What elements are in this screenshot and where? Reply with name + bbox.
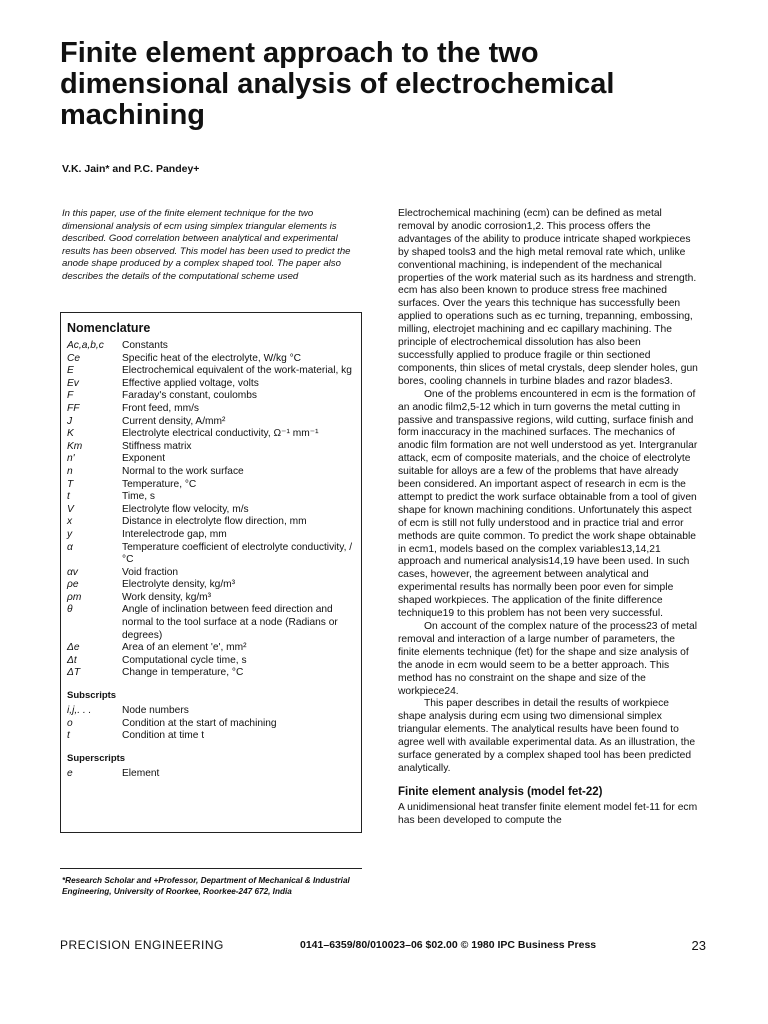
nomenclature-row <box>67 365 355 378</box>
symbol: E <box>67 365 74 377</box>
citation-line: 0141–6359/80/010023–06 $02.00 © 1980 IPC Business Press <box>300 939 597 951</box>
nomenclature-row <box>67 768 355 781</box>
nomenclature-row <box>67 466 355 479</box>
paragraph-problems: One of the problems encountered in ecm is the formation of an anodic film2,5-12 which in turn governs the metal cutting in passive and transpassive regions, wild cutting, surface finish and form inaccuracy in the machined surfaces. The mechanics of anodic film formation are not well understood as yet. Intergranular attack, ecm of composite materials, and the choice of electrolyte suitable for alloys are a few of the problems that have already been considered. An important aspect of research in ecm is the attempt to predict the work surface obtainable from a tool of given shape for known machining conditions. Unfortunately this aspect of ecm is still not fully understood and in practice trial and error methods are quite common. To predict the work shape obtainable in ecm1, models based on the complex variables13,14,21 approach and numerical analysis14,19 have been used. In such cases, however, the agreement between analytical and experimental results has normally been poor even for simple shaped workpieces. The application of the finite difference technique19 to this problem has not been very successful. <box>398 388 698 620</box>
definition: Faraday's constant, coulombs <box>122 390 258 402</box>
definition: Electrolyte flow velocity, m/s <box>122 503 249 515</box>
definition: Electrochemical equivalent of the work-material, kg <box>122 365 352 377</box>
nomenclature-row <box>67 730 355 743</box>
definition: Computational cycle time, s <box>122 654 247 666</box>
authors: V.K. Jain* and P.C. Pandey+ <box>62 163 200 175</box>
nomenclature-row <box>67 567 355 580</box>
symbol: o <box>67 717 73 729</box>
nomenclature-row <box>67 529 355 542</box>
nomenclature-row <box>67 542 355 567</box>
paper-title: Finite element approach to the two dimensional analysis of electrochemical machining <box>60 37 615 131</box>
definition: Constants <box>122 340 168 351</box>
definition: Electrolyte density, kg/m³ <box>122 579 236 591</box>
symbol: FF <box>67 402 80 414</box>
definition: Normal to the work surface <box>122 465 244 477</box>
nomenclature-row <box>67 604 355 642</box>
symbol: Ev <box>67 377 79 389</box>
definition: Exponent <box>122 453 166 465</box>
nomenclature-row <box>67 403 355 416</box>
section-heading: Finite element analysis (model fet-22) <box>398 785 603 798</box>
definition: Front feed, mm/s <box>122 402 199 414</box>
symbol: i,j,. . . <box>67 705 92 717</box>
symbol: Ac,a,b,c <box>67 340 104 351</box>
nomenclature-row <box>67 516 355 529</box>
symbol: α <box>67 541 73 553</box>
symbol: T <box>67 478 74 490</box>
paragraph-fea: A unidimensional heat transfer finite element model fet-11 for ecm has been developed to compute the <box>398 801 698 826</box>
right-column <box>398 208 698 828</box>
definition: Temperature, °C <box>122 478 197 490</box>
symbol: Δe <box>67 642 80 654</box>
definition: Area of an element 'e', mm² <box>122 642 247 654</box>
symbol: t <box>67 730 70 742</box>
definition: Condition at time t <box>122 730 205 742</box>
definition: Distance in electrolyte flow direction, mm <box>122 516 307 528</box>
nomenclature-row <box>67 655 355 668</box>
symbol: Km <box>67 440 83 452</box>
definition: Effective applied voltage, volts <box>122 377 259 389</box>
symbol: ρm <box>67 591 82 603</box>
nomenclature-row <box>67 667 355 680</box>
nomenclature-row <box>67 642 355 655</box>
nomenclature-list <box>67 340 355 680</box>
definition: Interelectrode gap, mm <box>122 528 227 540</box>
nomenclature-row <box>67 340 355 353</box>
footnote-rule <box>60 868 362 869</box>
nomenclature-row <box>67 416 355 429</box>
definition: Change in temperature, °C <box>122 667 244 679</box>
nomenclature-row <box>67 453 355 466</box>
nomenclature-row <box>67 504 355 517</box>
nomenclature-row <box>67 441 355 454</box>
symbol: V <box>67 503 74 515</box>
definition: Specific heat of the electrolyte, W/kg °C <box>122 352 302 364</box>
author-footnote: *Research Scholar and +Professor, Department of Mechanical & Industrial Engineering, University of Roorkee, Roorkee-247 672, India <box>62 876 350 896</box>
definition: Electrolyte electrical conductivity, Ω⁻¹ mm⁻¹ <box>122 428 319 440</box>
paragraph-complexity: On account of the complex nature of the process23 of metal removal and interaction of a large number of parameters, the finite elements technique (fet) for the shape and size analysis of the anode in ecm would seem to be a better approach. This method has no constraint on the shape and size of the workpiece24. <box>398 621 698 697</box>
symbol: θ <box>67 604 73 616</box>
superscripts-list <box>67 768 355 781</box>
superscripts-heading: Superscripts <box>67 752 126 764</box>
definition: Stiffness matrix <box>122 440 192 452</box>
symbol: F <box>67 390 74 402</box>
nomenclature-row <box>67 378 355 391</box>
nomenclature-heading: Nomenclature <box>67 321 151 335</box>
symbol: x <box>67 516 73 528</box>
definition: Time, s <box>122 491 156 503</box>
page-number: 23 <box>691 938 706 953</box>
definition: Node numbers <box>122 705 189 717</box>
symbol: e <box>67 767 73 779</box>
symbol: n' <box>67 453 75 465</box>
definition: Element <box>122 767 160 779</box>
abstract: In this paper, use of the finite element technique for the two dimensional analysis of ecm using simplex triangular elements is described. Good correlation between analytical and experimental results has been observed. This model has been used to predict the anode shape produced by a complex shaped tool. The paper also describes the details of the computational scheme used <box>62 208 351 282</box>
symbol: t <box>67 491 70 503</box>
paragraph-intro: Electrochemical machining (ecm) can be defined as metal removal by anodic corrosion1,2. This process offers the advantages of the ability to produce intricate shaped workpieces by shaped tools3 and the high metal removal rate which, unlike conventional machining, is independent of the mechanical properties of the work material such as its hardness and strength. ecm has also been known to produce stress free machined surfaces. Over the years this technique has successfully been applied to operations such as ec turning, trepanning, embossing, milling, electrojet machining and ec capillary machining. The principle of electrochemical dissolution has also been successfully applied to produce fragile or thin sectioned components, thin slices of metal crystals, deep slender holes, gun bores, cooling channels in turbine blades and razor blades3. <box>398 208 698 387</box>
definition: Void fraction <box>122 566 179 578</box>
symbol: ΔT <box>67 667 81 679</box>
nomenclature-row <box>67 705 355 718</box>
subscripts-heading: Subscripts <box>67 690 117 702</box>
subscripts-list <box>67 705 355 743</box>
nomenclature-row <box>67 428 355 441</box>
nomenclature-row <box>67 390 355 403</box>
paragraph-scope: This paper describes in detail the results of workpiece shape analysis during ecm using two dimensional simplex triangular elements. The analytical results have been found to agree well with available experimental data. As an illustration, the surface generated by a complex shaped tool has been predicted analytically. <box>398 698 696 774</box>
symbol: n <box>67 465 73 477</box>
nomenclature-row <box>67 579 355 592</box>
symbol: αv <box>67 566 78 578</box>
journal-name: PRECISION ENGINEERING <box>60 938 224 952</box>
symbol: K <box>67 428 74 440</box>
nomenclature-row <box>67 592 355 605</box>
nomenclature-box <box>60 312 362 833</box>
nomenclature-row <box>67 353 355 366</box>
symbol: y <box>67 528 73 540</box>
definition: Current density, A/mm² <box>122 415 226 427</box>
nomenclature-row <box>67 491 355 504</box>
definition: Work density, kg/m³ <box>122 591 212 603</box>
nomenclature-row <box>67 718 355 731</box>
symbol: Δt <box>67 654 77 666</box>
symbol: J <box>67 415 73 427</box>
definition: Angle of inclination between feed direction and normal to the tool surface at a node (Radians or degrees) <box>122 604 338 641</box>
symbol: ρe <box>67 579 79 591</box>
nomenclature-row <box>67 479 355 492</box>
definition: Temperature coefficient of electrolyte conductivity, /°C <box>122 541 353 566</box>
symbol: Ce <box>67 352 81 364</box>
definition: Condition at the start of machining <box>122 717 277 729</box>
